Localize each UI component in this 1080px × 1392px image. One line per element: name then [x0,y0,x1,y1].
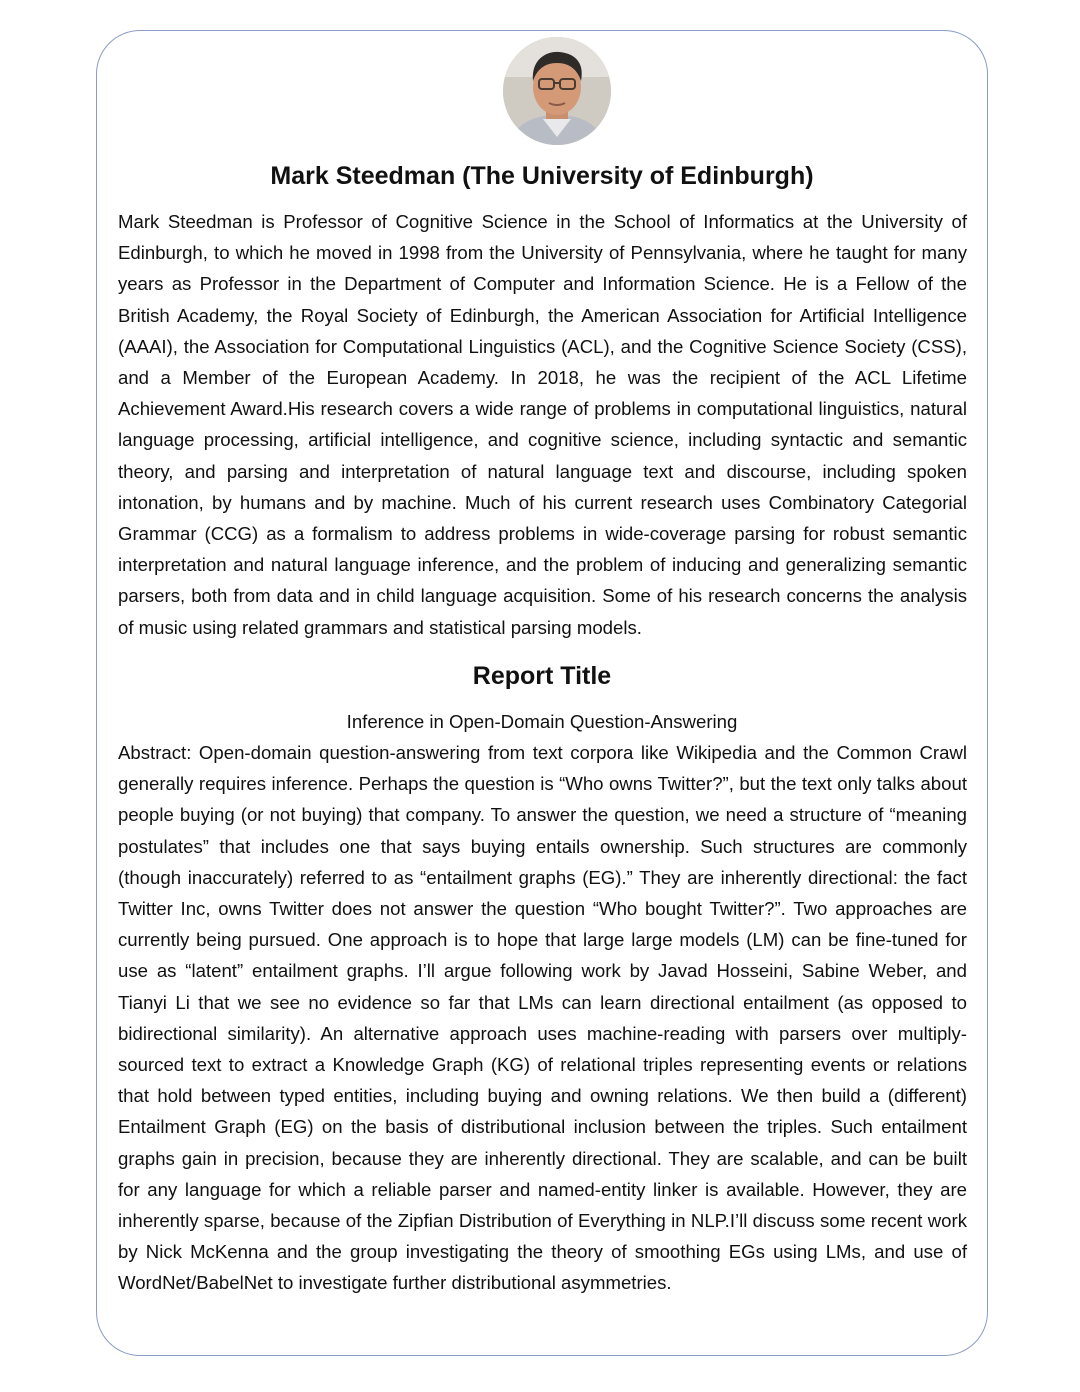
speaker-avatar [503,37,611,145]
report-heading: Report Title [472,662,612,690]
speaker-name-heading: Mark Steedman (The University of Edinburgh) [270,162,814,190]
report-title: Inference in Open-Domain Question-Answering [346,711,738,732]
speaker-photo [503,37,611,145]
speaker-bio: Mark Steedman is Professor of Cognitive Science in the School of Informatics at the University of Edinburgh, to which he moved in 1998 from the University of Pennsylvania, where he taught for many years as Professor in the Department of Computer and Information Science. He is a Fellow of the British Academy, the Royal Society of Edinburgh, the American Association for Artificial Intelligence (AAAI), the Association for Computational Linguistics (ACL), and the Cognitive Science Society (CSS), and a Member of the European Academy. In 2018, he was the recipient of the ACL Lifetime Achievement Award.His research covers a wide range of problems in computational linguistics, natural language processing, artificial intelligence, and cognitive science, including syntactic and semantic theory, and parsing and interpretation of natural language text and discourse, including spoken intonation, by humans and by machine. Much of his current research uses Combinatory Categorial Grammar (CCG) as a formalism to address problems in wide-coverage parsing for robust semantic interpretation and natural language inference, and the problem of inducing and generalizing semantic parsers, both from data and in child language acquisition. Some of his research concerns the analysis of music using related grammars and statistical parsing models. [118,211,967,638]
report-abstract: Abstract: Open-domain question-answering from text corpora like Wikipedia and the Common Crawl generally requires inference. Perhaps the question is “Who owns Twitter?”, but the text only talks about people buying (or not buying) that company. To answer the question, we need a structure of “meaning postulates” that includes one that says buying entails ownership. Such structures are commonly (though inaccurately) referred to as “entailment graphs (EG).” They are inherently directional: the fact Twitter Inc, owns Twitter does not answer the question “Who bought Twitter?”. Two approaches are currently being pursued. One approach is to hope that large large models (LM) can be fine-tuned for use as “latent” entailment graphs. I’ll argue following work by Javad Hosseini, Sabine Weber, and Tianyi Li that we see no evidence so far that LMs can learn directional entailment (as opposed to bidirectional similarity). An alternative approach uses machine-reading with parsers over multiply-sourced text to extract a Knowledge Graph (KG) of relational triples representing events or relations that hold between typed entities, including buying and owning relations. We then build a (different) Entailment Graph (EG) on the basis of distributional inclusion between the triples. Such entailment graphs gain in precision, because they are inherently directional. They are scalable, and can be built for any language for which a reliable parser and named-entity linker is available. However, they are inherently sparse, because of the Zipfian Distribution of Everything in NLP.I’ll discuss some recent work by Nick McKenna and the group investigating the theory of smoothing EGs using LMs, and use of WordNet/BabelNet to investigate further distributional asymmetries. [118,742,967,1294]
